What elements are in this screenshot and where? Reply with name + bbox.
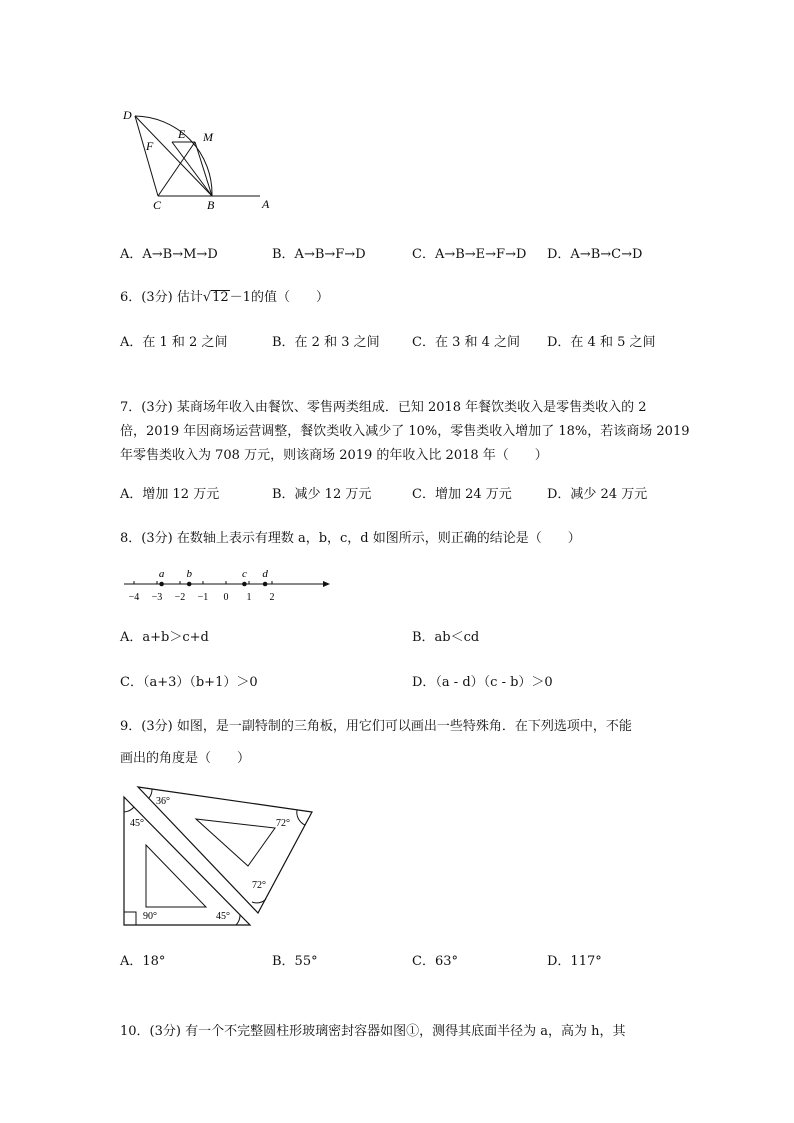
q7-option-b[interactable]: B．减少 12 万元 xyxy=(272,487,372,502)
point-b xyxy=(187,582,192,587)
tick-label: −3 xyxy=(151,592,163,603)
q6-prefix: 6．(3分) 估计 xyxy=(120,290,203,305)
label-m: M xyxy=(203,130,213,144)
q5-option-a[interactable]: A．A→B→M→D xyxy=(120,247,218,262)
number-line xyxy=(118,560,338,605)
angle-label-36: 36° xyxy=(156,796,170,807)
q5-option-d[interactable]: D．A→B→C→D xyxy=(547,247,643,262)
geometry-figure-sector xyxy=(118,100,278,215)
q6-suffix: －1的值（ ） xyxy=(229,290,329,305)
point-label-d: d xyxy=(262,568,268,580)
q7-option-d[interactable]: D．减少 24 万元 xyxy=(547,487,648,502)
point-a xyxy=(159,582,164,587)
segment-eb xyxy=(195,142,212,196)
label-b: B xyxy=(207,198,215,212)
angle-label-72-bottom: 72° xyxy=(252,880,266,891)
label-e: E xyxy=(178,127,186,141)
question-8-stem: 8．(3分) 在数轴上表示有理数 a，b，c，d 如图所示，则正确的结论是（ ） xyxy=(120,531,581,546)
segment-ce xyxy=(158,142,195,196)
q6-option-b[interactable]: B．在 2 和 3 之间 xyxy=(272,335,380,350)
question-7-line3: 年零售类收入为 708 万元，则该商场 2019 的年收入比 2018 年（ ） xyxy=(120,448,548,463)
point-label-b: b xyxy=(186,568,192,580)
tick-label: −4 xyxy=(128,592,140,603)
triangle-rulers-figure xyxy=(118,783,323,930)
question-6-stem xyxy=(120,286,329,305)
tick-label: −2 xyxy=(174,592,186,603)
angle-label-72-right: 72° xyxy=(276,818,290,829)
angle-label-45-top: 45° xyxy=(130,818,144,829)
label-c: C xyxy=(153,198,162,212)
q8-option-c[interactable]: C．（a+3）（b+1）＞0 xyxy=(120,675,258,690)
q9-option-a[interactable]: A．18° xyxy=(120,954,166,969)
label-d: D xyxy=(123,108,132,122)
q9-option-b[interactable]: B．55° xyxy=(272,954,318,969)
tick-label: −1 xyxy=(197,592,209,603)
label-f: F xyxy=(146,139,154,153)
label-a: A xyxy=(262,197,270,211)
segment-fb xyxy=(172,142,212,196)
isosceles-right-ruler-inner xyxy=(146,845,206,907)
q8-option-a[interactable]: A．a+b＞c+d xyxy=(120,630,209,645)
question-9-line2: 画出的角度是（ ） xyxy=(120,751,251,766)
q9-option-c[interactable]: C．63° xyxy=(412,954,458,969)
sqrt-sign: √ xyxy=(202,290,212,305)
q6-radicand: 12 xyxy=(212,290,229,305)
q6-option-a[interactable]: A．在 1 和 2 之间 xyxy=(120,335,228,350)
point-d xyxy=(263,582,268,587)
q7-option-a[interactable]: A．增加 12 万元 xyxy=(120,487,220,502)
question-7-line1: 7．(3分) 某商场年收入由餐饮、零售两类组成．已知 2018 年餐饮类收入是零售类收入的 2 xyxy=(120,400,647,415)
q6-option-c[interactable]: C．在 3 和 4 之间 xyxy=(412,335,521,350)
point-c xyxy=(242,582,247,587)
question-7-line2: 倍，2019 年因商场运营调整，餐饮类收入减少了 10%，零售类收入增加了 18%，若该商场 2019 xyxy=(120,424,690,439)
q8-option-b[interactable]: B．ab＜cd xyxy=(412,630,480,645)
arc-mark-72-right xyxy=(297,810,305,825)
question-9-line1: 9．(3分) 如图，是一副特制的三角板，用它们可以画出一些特殊角．在下列选项中，不能 xyxy=(120,719,632,734)
angle-label-45-bottom: 45° xyxy=(216,911,230,922)
q6-option-d[interactable]: D．在 4 和 5 之间 xyxy=(547,335,656,350)
arc-mark-45-bottom xyxy=(236,915,240,925)
arc-mark-36 xyxy=(149,789,152,798)
isosceles-right-ruler-outer xyxy=(124,797,250,925)
angle-label-90: 90° xyxy=(143,911,157,922)
q9-option-d[interactable]: D．117° xyxy=(547,954,602,969)
golden-triangle-ruler-inner xyxy=(196,819,275,866)
tick-label: 1 xyxy=(246,592,252,603)
point-label-c: c xyxy=(241,568,247,580)
q7-option-c[interactable]: C．增加 24 万元 xyxy=(412,487,512,502)
arc-mark-45-top xyxy=(124,807,134,812)
q5-option-b[interactable]: B．A→B→F→D xyxy=(272,247,366,262)
q5-option-c[interactable]: C．A→B→E→F→D xyxy=(412,247,527,262)
q8-option-d[interactable]: D．（a - d）（c - b）＞0 xyxy=(412,675,553,690)
number-line-arrow xyxy=(323,581,330,587)
point-label-a: a xyxy=(158,568,165,580)
tick-label: 2 xyxy=(269,592,275,603)
right-angle-mark xyxy=(124,912,136,925)
tick-label: 0 xyxy=(223,592,229,603)
question-10-line1: 10．(3分) 有一个不完整圆柱形玻璃密封容器如图①，测得其底面半径为 a，高为 h，其 xyxy=(120,1024,626,1039)
